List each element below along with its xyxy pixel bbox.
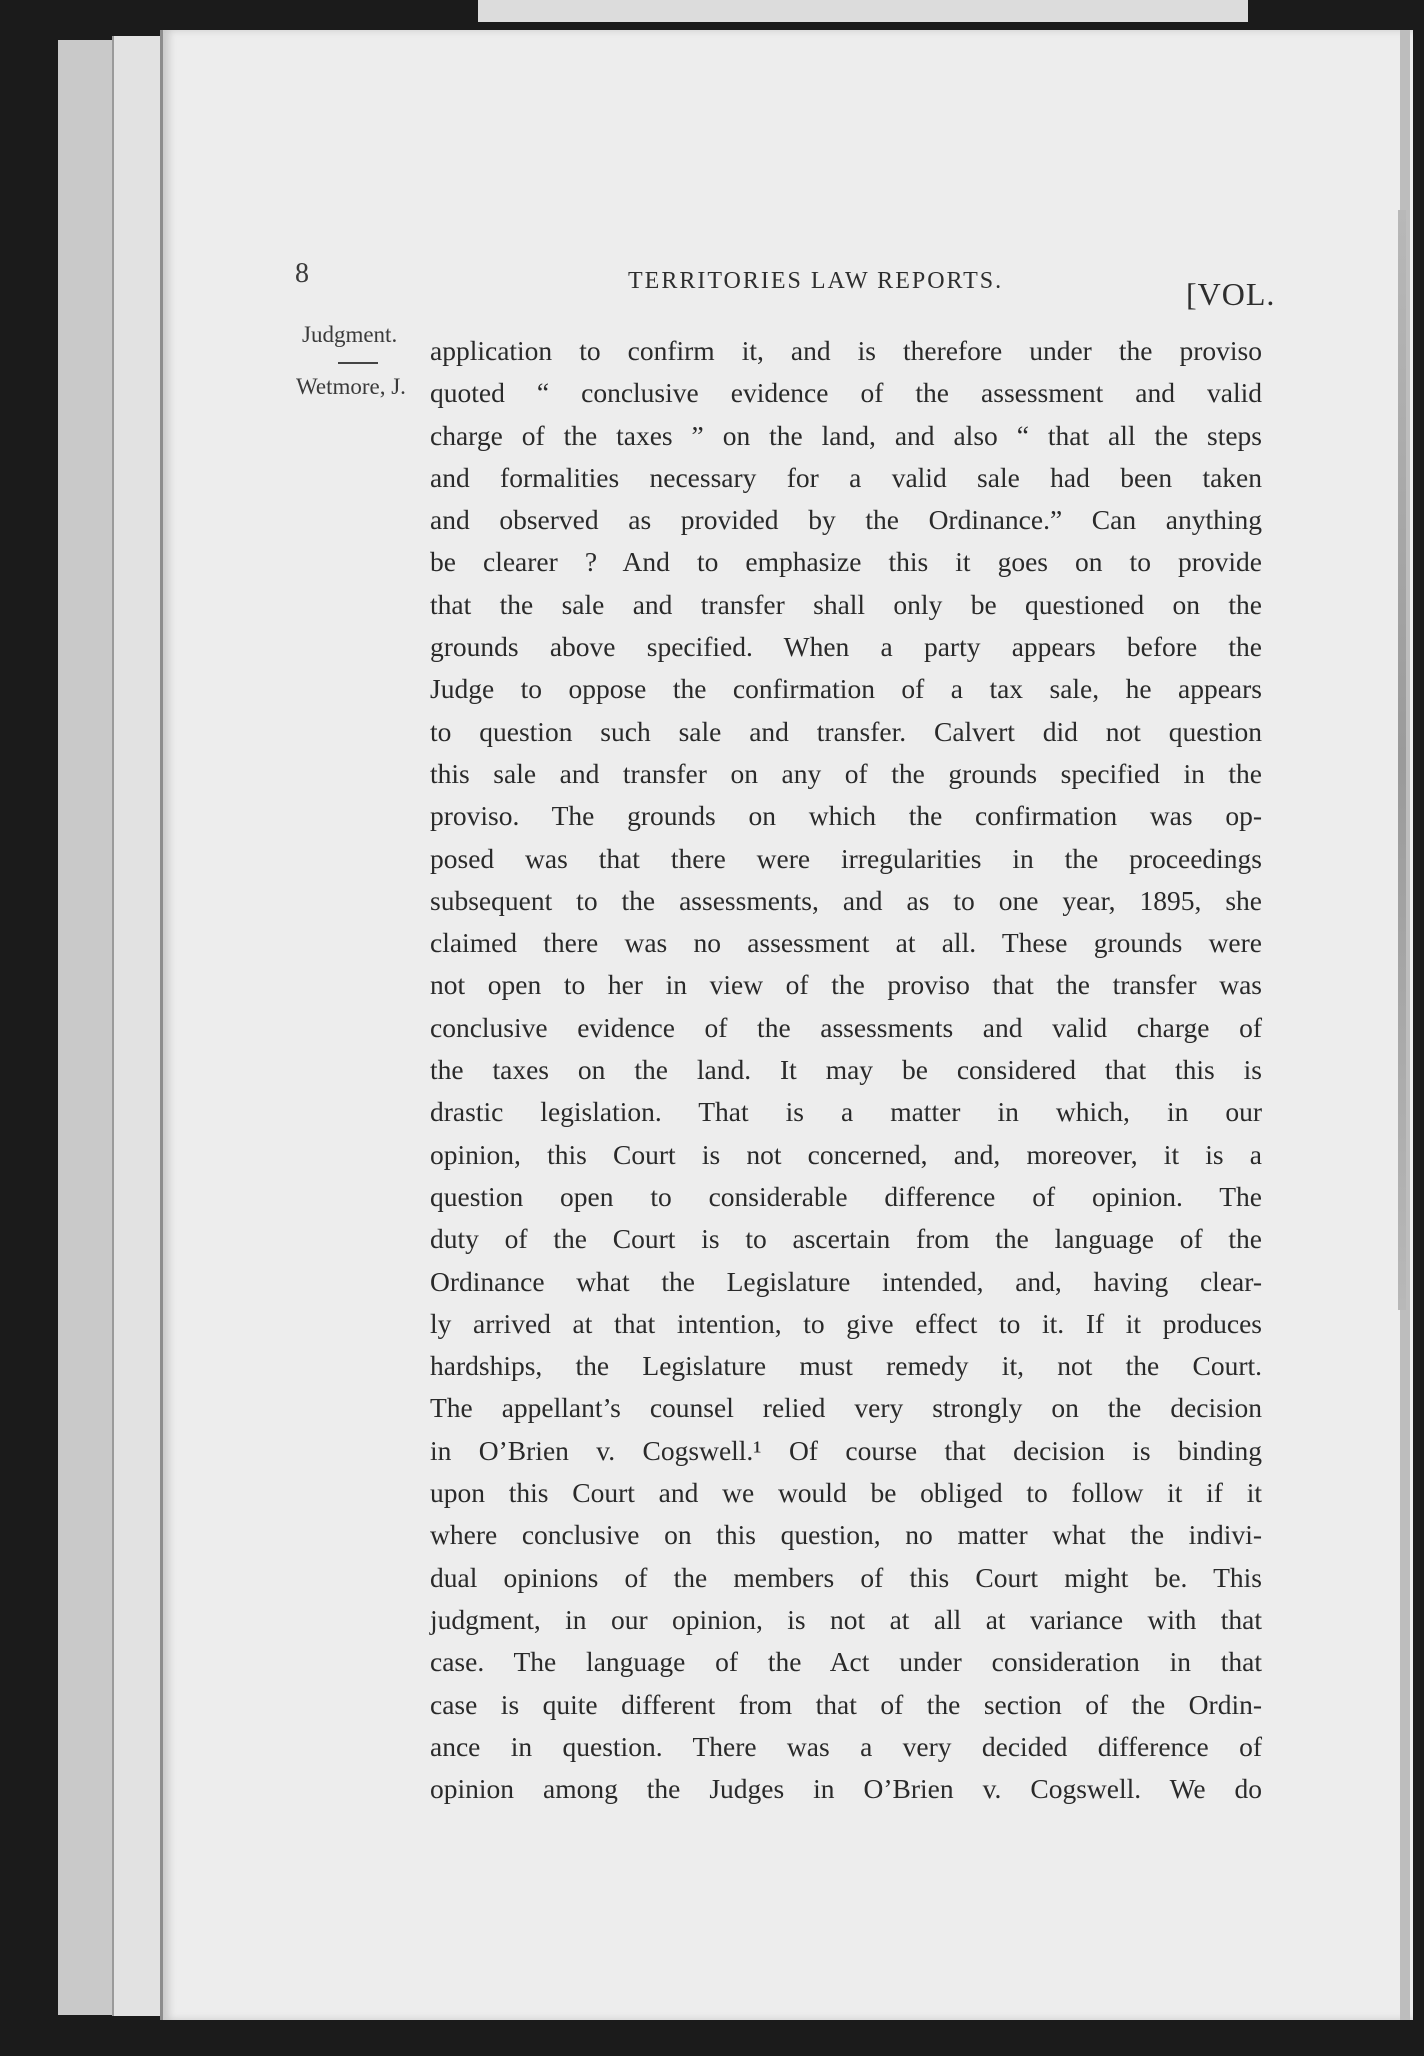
body-line: upon this Court and we would be obliged to follow it if it [430, 1477, 1262, 1509]
body-line: and formalities necessary for a valid sale had been taken [430, 461, 1262, 493]
body-line: to question such sale and transfer. Calvert did not question [430, 715, 1262, 747]
body-text [430, 330, 1262, 1810]
body-line: question open to considerable difference of opinion. The [430, 1180, 1262, 1212]
body-line: charge of the taxes ” on the land, and also “ that all the steps [430, 419, 1262, 451]
body-line: opinion among the Judges in O’Brien v. Cogswell. We do [430, 1773, 1262, 1805]
body-line: duty of the Court is to ascertain from the language of the [430, 1223, 1262, 1255]
body-line: proviso. The grounds on which the confirmation was op- [430, 800, 1262, 832]
body-line: be clearer ? And to emphasize this it goes on to provide [430, 546, 1262, 578]
edge-stain [1398, 210, 1406, 1310]
body-line: Ordinance what the Legislature intended, and, having clear- [430, 1265, 1262, 1297]
body-line: case. The language of the Act under consideration in that [430, 1646, 1262, 1678]
body-line: grounds above specified. When a party appears before the [430, 631, 1262, 663]
body-line: this sale and transfer on any of the grounds specified in the [430, 757, 1262, 789]
body-line: opinion, this Court is not concerned, and, moreover, it is a [430, 1138, 1262, 1170]
running-head: TERRITORIES LAW REPORTS. [628, 268, 1004, 294]
body-line: Judge to oppose the confirmation of a tax sale, he appears [430, 673, 1262, 705]
body-line: posed was that there were irregularities in the proceedings [430, 842, 1262, 874]
body-line: quoted “ conclusive evidence of the assessment and valid [430, 377, 1262, 409]
body-line: hardships, the Legislature must remedy it, not the Court. [430, 1350, 1262, 1382]
body-line: subsequent to the assessments, and as to one year, 1895, she [430, 884, 1262, 916]
body-line: where conclusive on this question, no matter what the indivi- [430, 1519, 1262, 1551]
body-line: judgment, in our opinion, is not at all at variance with that [430, 1603, 1262, 1635]
body-line: The appellant’s counsel relied very strongly on the decision [430, 1392, 1262, 1424]
body-line: the taxes on the land. It may be considered that this is [430, 1054, 1262, 1086]
body-line: that the sale and transfer shall only be questioned on the [430, 588, 1262, 620]
body-line: in O’Brien v. Cogswell.¹ Of course that decision is binding [430, 1434, 1262, 1466]
body-line: claimed there was no assessment at all. These grounds were [430, 927, 1262, 959]
body-line: case is quite different from that of the section of the Ordin- [430, 1688, 1262, 1720]
body-line: ance in question. There was a very decided difference of [430, 1730, 1262, 1762]
volume-marker: [VOL. [1186, 276, 1276, 312]
body-line: ly arrived at that intention, to give effect to it. If it produces [430, 1307, 1262, 1339]
body-line: conclusive evidence of the assessments and valid charge of [430, 1011, 1262, 1043]
sidenote-judge: Wetmore, J. [296, 374, 406, 399]
body-line: application to confirm it, and is therefore under the proviso [430, 335, 1262, 366]
body-line: dual opinions of the members of this Court might be. This [430, 1561, 1262, 1593]
body-line: not open to her in view of the proviso that the transfer was [430, 969, 1262, 1001]
sidenote-section: Judgment. [302, 322, 398, 347]
sidenote-rule [338, 362, 378, 364]
body-line: drastic legislation. That is a matter in which, in our [430, 1096, 1262, 1128]
body-line: and observed as provided by the Ordinance.” Can anything [430, 504, 1262, 536]
page-number: 8 [295, 258, 309, 289]
top-edge-strip [478, 0, 1248, 22]
